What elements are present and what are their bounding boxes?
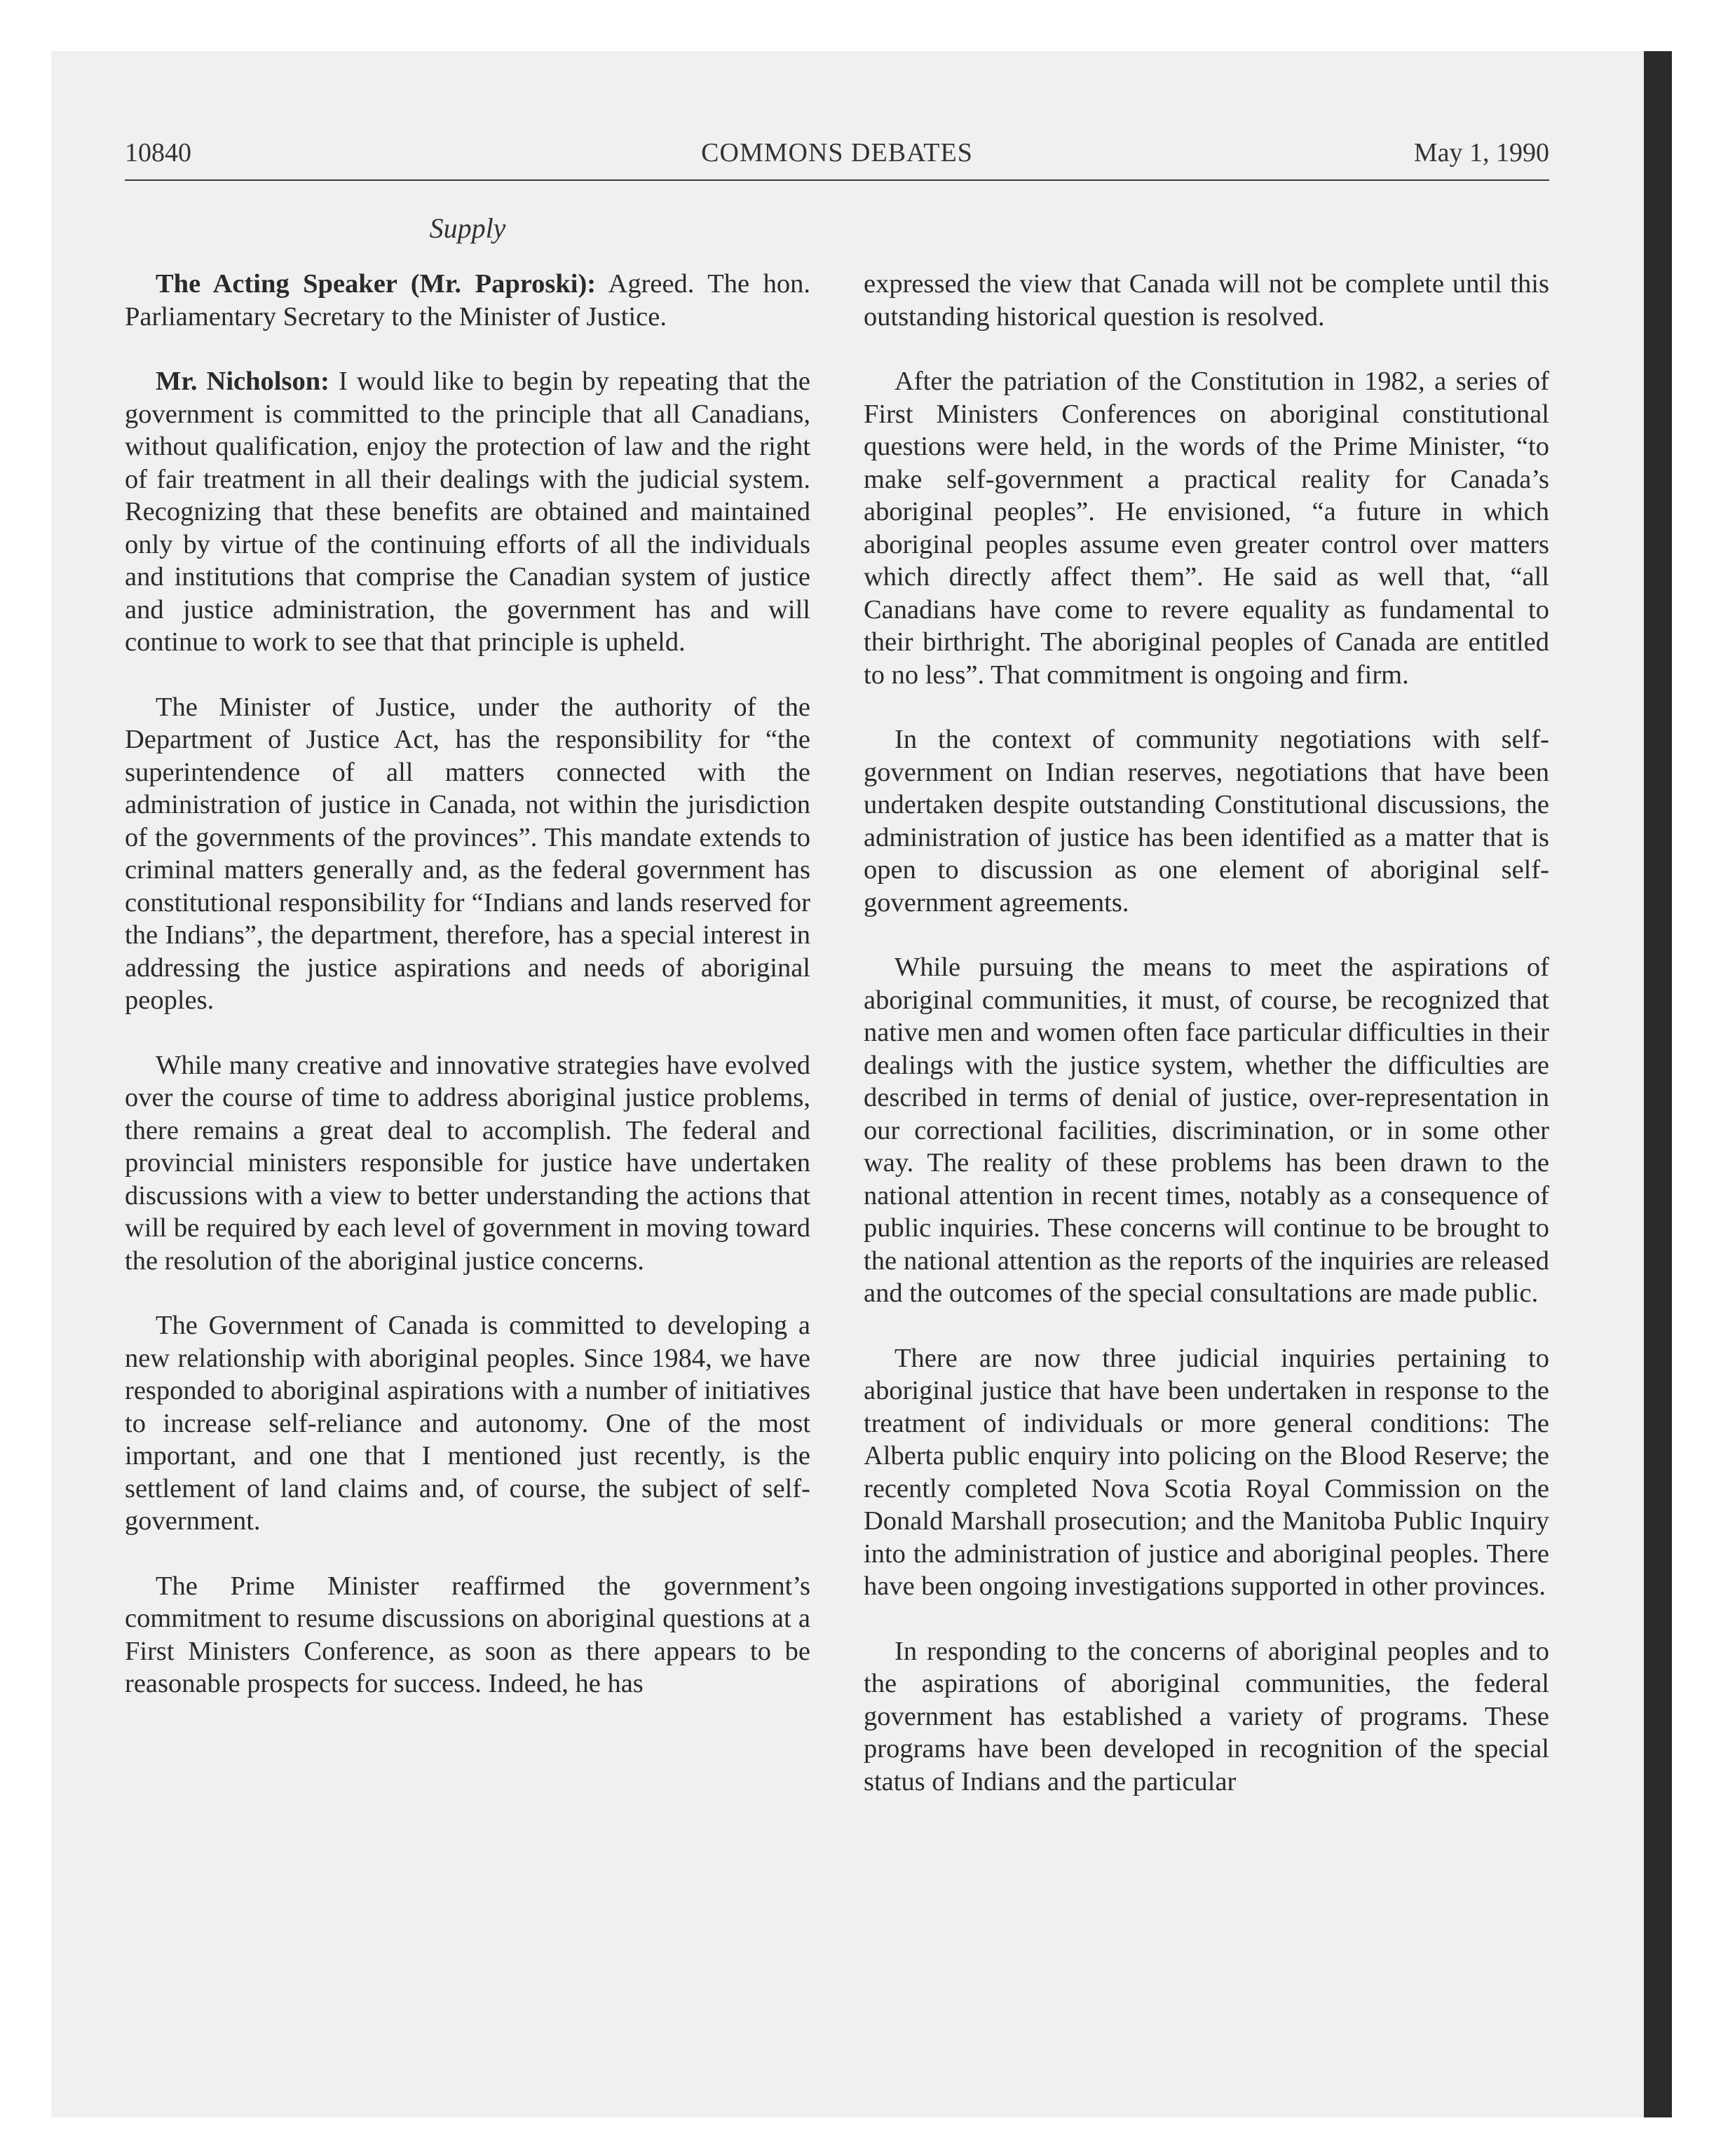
paragraph: After the patriation of the Constitution in 1982, a series of First Ministers Conferences on aboriginal constitutional questions were held, in the words of the Prime Minister, “to make self-government a practical reality for Canada’s aboriginal peoples”. He envisioned, “a future in which aboriginal peoples assume even greater control over matters which directly affect them”. He said as well that, “all Canadians have come to revere equality as fundamental to their birthright. The aboriginal peoples of Canada are entitled to no less”. That commitment is ongoing and firm. — [864, 367, 1549, 690]
paragraph-text: I would like to begin by repeating that the government is committed to the principle that all Canadians, without qualification, enjoy the protection of law and the right of fair treatment in all their dealings with the judicial system. Recognizing that these benefits are obtained and maintained only by virtue of the continuing efforts of all the individuals and institutions that comprise the Canadian system of justice and justice administration, the government has and will continue to work to see that that principle is upheld. — [125, 367, 810, 657]
left-column — [125, 268, 810, 1733]
publication-title: COMMONS DEBATES — [701, 138, 973, 168]
paragraph: There are now three judicial inquiries pertaining to aboriginal justice that have been undertaken in response to the treatment of individuals or more general conditions: The Alberta public enquiry into policing on the Blood Reserve; the recently completed Nova Scotia Royal Commission on the Donald Marshall prosecution; and the Manitoba Public Inquiry into the administration of justice and aboriginal peoples. There have been ongoing investigations supported in other provinces. — [864, 1343, 1549, 1601]
speaker-name: The Acting Speaker (Mr. Paproski): — [156, 269, 597, 299]
paragraph — [125, 268, 810, 333]
page-header — [125, 137, 1549, 179]
paragraph: The Minister of Justice, under the authority of the Department of Justice Act, has the responsibility for “the superintendence of all matters connected with the administration of justice in Canada, not within the jurisdiction of the governments of the provinces”. This mandate extends to criminal matters generally and, as the federal government has constitutional responsibility for “Indians and lands reserved for the Indians”, the department, therefore, has a special interest in addressing the justice aspirations and needs of aboriginal peoples. — [125, 692, 810, 1015]
paragraph: In the context of community negotiations with self-government on Indian reserves, negotiations that have been undertaken despite outstanding Constitutional discussions, the administration of justice has been identified as a matter that is open to discussion as one element of aboriginal self-government agreements. — [864, 725, 1549, 917]
paragraph: The Government of Canada is committed to developing a new relationship with aboriginal peoples. Since 1984, we have responded to aboriginal aspirations with a number of initiatives to increase self-reliance and autonomy. One of the most important, and one that I mentioned just recently, is the settlement of land claims and, of course, the subject of self-government. — [125, 1311, 810, 1536]
paragraph-continuation: expressed the view that Canada will not be complete until this outstanding historical question is resolved. — [864, 269, 1549, 332]
section-heading: Supply — [429, 212, 506, 244]
paragraph: While many creative and innovative strategies have evolved over the course of time to address aboriginal justice problems, there remains a great deal to accomplish. The federal and provincial ministers responsible for justice have undertaken discussions with a view to better understanding the actions that will be required by each level of government in moving toward the resolution of the aboriginal justice concerns. — [125, 1050, 810, 1276]
paragraph — [125, 365, 810, 659]
header-rule — [125, 179, 1549, 181]
binding-shadow — [1644, 51, 1672, 2117]
paragraph: While pursuing the means to meet the aspirations of aboriginal communities, it must, of course, be recognized that native men and women often face particular difficulties in their dealings with the justice system, whether the difficulties are described in terms of denial of justice, over-representation in our correctional facilities, discrimination, or in some other way. The reality of these problems has been drawn to the national attention in recent times, notably as a consequence of public inquiries. These concerns will continue to be brought to the national attention as the reports of the inquiries are released and the outcomes of the special consultations are made public. — [864, 953, 1549, 1308]
right-column — [864, 268, 1549, 1830]
paragraph-text: Agreed. The hon. Parliamentary Secretary to the Minister of Justice. — [125, 269, 810, 332]
page-number: 10840 — [125, 138, 191, 168]
paragraph: In responding to the concerns of aboriginal peoples and to the aspirations of aboriginal communities, the federal government has established a variety of programs. These programs have been developed in recognition of the special status of Indians and the particular — [864, 1636, 1549, 1796]
paragraph: The Prime Minister reaffirmed the government’s commitment to resume discussions on aboriginal questions at a First Ministers Conference, as soon as there appears to be reasonable prospects for success. Indeed, he has — [125, 1571, 810, 1698]
publication-date: May 1, 1990 — [1413, 138, 1549, 168]
speaker-name: Mr. Nicholson: — [156, 367, 329, 396]
